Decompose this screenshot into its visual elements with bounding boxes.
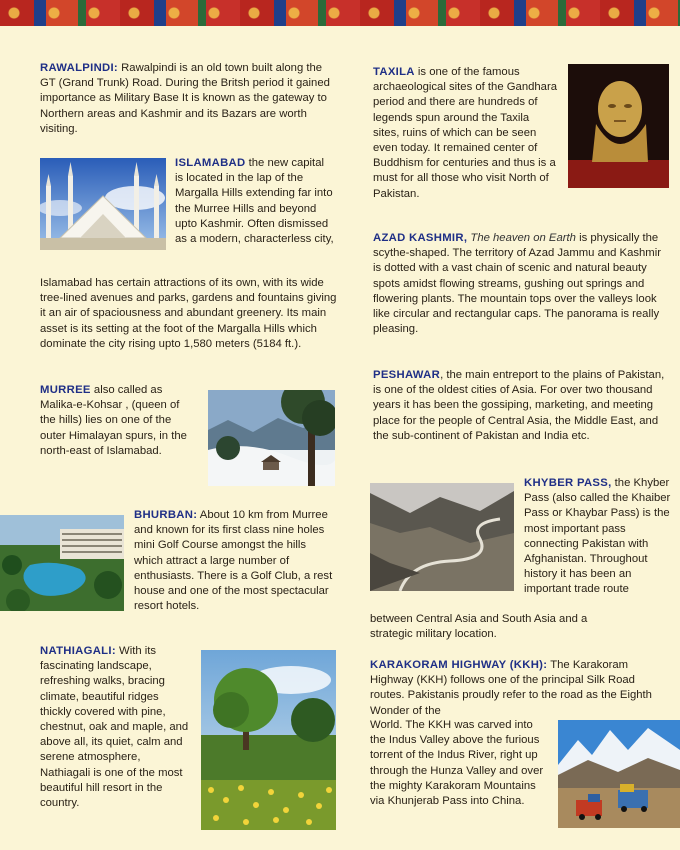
azad-kashmir-body: is physically the scythe-shaped. The territory of Azad Jammu and Kashmir is dotted with a vast chain of scenic and natural beauty spots amidst flowing streams, gushing out springs and flowering plants. The mountain tops over the valleys look like circular and rectangular caps. The panorama is really pleasing. [373, 232, 661, 336]
peshawar-body: , the main entreport to the plains of Pakistan, is one of the oldest cities of Asia. For over two thousand years it has been the gossiping, marketing, and meeting place for the people of Central Asia, the Middle East, and the sub-continent of Pakistan and India etc. [373, 369, 665, 442]
murree-snow-photo [208, 390, 335, 486]
rawalpindi-body: Rawalpindi is an old town built along the GT (Grand Trunk) Road. During the Britsh period it gained importance as Military Base It is known as the gateway to Northern areas and Kashmir and its Bazars are worth visiting. [40, 62, 330, 135]
nathiagali-meadow-photo [201, 650, 336, 830]
azad-kashmir-subtitle: The heaven on Earth [470, 232, 576, 244]
peshawar-title: PESHAWAR [373, 369, 441, 381]
khyber-paragraph-b [370, 612, 630, 642]
bhurban-body: About 10 km from Murree and known for its first class nine holes mini Golf Course amongst the hills which attract a large number of enthusiasts. There is a Golf Club, a rest house and one of the most spectacular resort hotels. [134, 509, 333, 613]
taxila-paragraph [373, 65, 558, 202]
murree-paragraph [40, 383, 198, 459]
murree-title: MURREE [40, 384, 91, 396]
islamabad-paragraph-a [175, 156, 335, 247]
azad-kashmir-title: AZAD KASHMIR, [373, 232, 468, 244]
bhurban-paragraph [134, 508, 334, 614]
nathiagali-paragraph [40, 644, 190, 811]
kkh-body-b: World. The KKH was carved into the Indus Valley above the furious torrent of the Indus River, right up through the Hunza Valley and over the mighty Karakoram Mountains via Khunjerab Pass into China. [370, 719, 544, 808]
kkh-paragraph-b [370, 718, 550, 809]
rawalpindi-title: RAWALPINDI: [40, 62, 118, 74]
khyber-body-a: the Khyber Pass (also called the Khaiber Pass or Khaybar Pass) is the most important pass connecting Pakistan with Afghanistan. Throughout history it has been an important trade route [524, 477, 671, 596]
khyber-paragraph-a [524, 476, 674, 598]
decorative-banner [0, 0, 680, 26]
kkh-paragraph-a [370, 658, 670, 719]
karakoram-highway-photo [558, 720, 680, 828]
taxila-statue-photo [568, 64, 669, 188]
kkh-body-a: The Karakoram Highway (KKH) follows one of the principal Silk Road routes. Pakistanis proudly refer to the road as the Eighth Wonder of the [370, 659, 652, 717]
islamabad-paragraph-b [40, 276, 338, 352]
bhurban-title: BHURBAN: [134, 509, 198, 521]
nathiagali-title: NATHIAGALI: [40, 645, 116, 657]
taxila-title: TAXILA [373, 66, 415, 78]
murree-body: also called as Malika-e-Kohsar , (queen of the hills) lies on one of the outer Himalayan spurs, in the north-east of Islamabad. [40, 384, 187, 457]
khyber-title: KHYBER PASS, [524, 477, 612, 489]
islamabad-title: ISLAMABAD [175, 157, 246, 169]
islamabad-body-a: the new capital is located in the lap of the Margalla Hills extending far into the Murree Hills and beyond upto Kashmir. Often dismissed as a modern, characterless city, [175, 157, 334, 246]
rawalpindi-paragraph [40, 61, 330, 137]
kkh-title: KARAKORAM HIGHWAY (KKH): [370, 659, 548, 671]
khyber-pass-photo [370, 483, 514, 591]
islamabad-body-b: Islamabad has certain attractions of its own, with its wide tree-lined avenues and parks, gardens and fountains giving it an air of spaciousness and abundant greenery. Its main asset is its setting at the foot of the Margalla Hills which dominate the city rising upto 1,580 meters (5184 ft.). [40, 277, 337, 350]
faisal-mosque-photo [40, 158, 166, 250]
khyber-body-b: between Central Asia and South Asia and a strategic military location. [370, 613, 588, 641]
peshawar-paragraph [373, 368, 669, 444]
taxila-body: is one of the famous archaeological sites of the Gandhara period and there are hundreds of legends spun around the Taxila sites, ruins of which can be seen even today. It remained center of Buddhism for centuries and thus is a must for all those who visit North of Pakistan. [373, 66, 558, 200]
bhurban-resort-photo [0, 515, 124, 611]
azad-kashmir-paragraph [373, 231, 669, 337]
nathiagali-body: With its fascinating landscape, refreshing walks, bracing climate, beautiful ridges thickly covered with pine, chestnut, oak and maple, and above all, its quiet, calm and serene atmosphere, Nathiagali is one of the most beautiful hill resort in the country. [40, 645, 189, 810]
